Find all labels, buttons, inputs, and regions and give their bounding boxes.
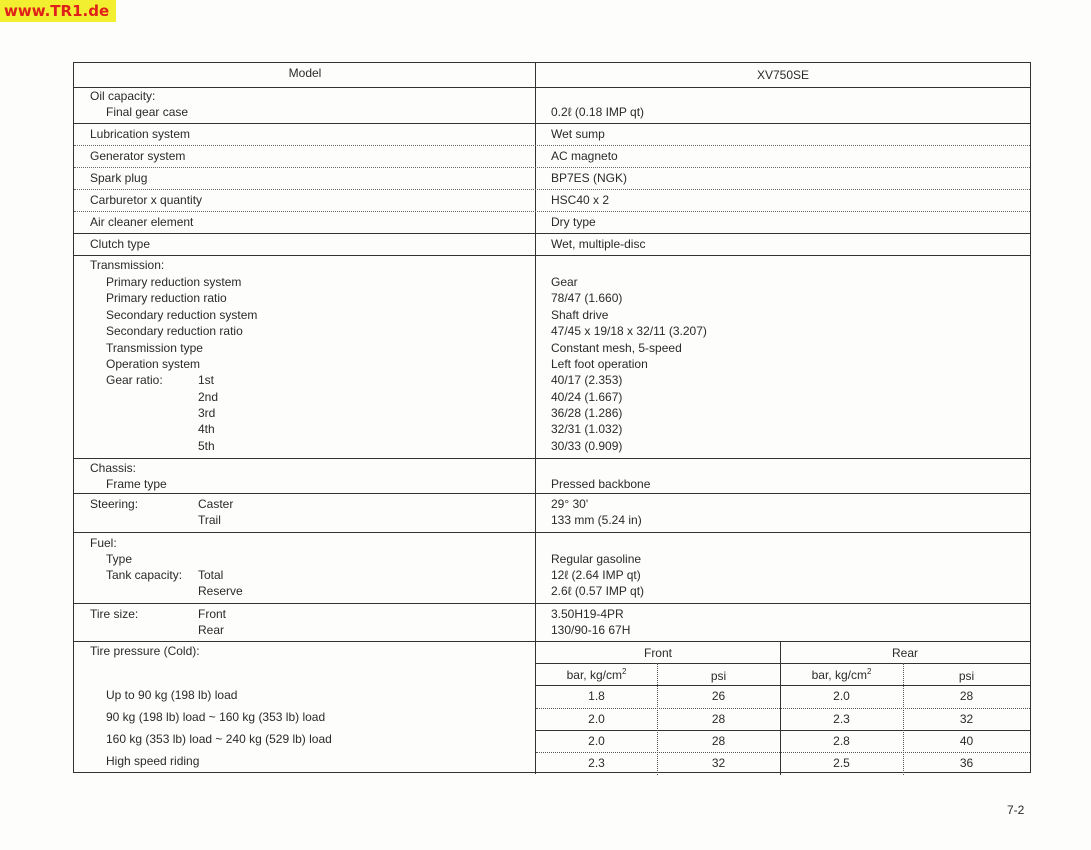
pressure-cell: 2.8	[833, 734, 850, 748]
pressure-cell: 2.3	[588, 756, 605, 770]
tire-rear-value: 130/90-16 67H	[551, 623, 631, 637]
pressure-cell: 26	[711, 689, 726, 703]
tire-pressure-section	[74, 641, 1030, 774]
pressure-cell: 32	[959, 712, 974, 726]
gear-label: 5th	[198, 439, 215, 453]
trail-label: Trail	[198, 513, 221, 527]
tire-front-label: Front	[198, 607, 227, 621]
gear-label: 3rd	[198, 406, 216, 420]
transmission-item-label: Secondary reduction system	[106, 308, 258, 322]
gear-label: 1st	[198, 373, 215, 387]
pressure-cell: 28	[711, 734, 726, 748]
spec-value: AC magneto	[551, 149, 618, 163]
fuel-type-label: Type	[106, 552, 133, 566]
pressure-cell: 40	[959, 734, 974, 748]
spec-row	[74, 123, 1030, 145]
spec-value: Dry type	[551, 215, 596, 229]
gear-label: 2nd	[198, 390, 219, 404]
pressure-cell: 2.0	[588, 712, 605, 726]
gear-value: 40/17 (2.353)	[551, 373, 623, 387]
tire-size-row	[74, 603, 1030, 641]
unit-psi-front: psi	[710, 669, 727, 683]
transmission-item-label: Primary reduction system	[106, 275, 242, 289]
spec-row	[74, 167, 1030, 189]
tire-rear-label: Rear	[198, 623, 225, 637]
fuel-type-value: Regular gasoline	[551, 552, 642, 566]
trail-value: 133 mm (5.24 in)	[551, 513, 642, 527]
spec-row	[74, 189, 1030, 211]
oil-sub-label: Final gear case	[106, 105, 189, 119]
transmission-item-value: Constant mesh, 5-speed	[551, 341, 682, 355]
spec-label: Clutch type	[90, 237, 151, 251]
unit-bar-text: bar, kg/cm	[811, 668, 867, 682]
transmission-item-label: Secondary reduction ratio	[106, 324, 243, 338]
unit-bar-rear	[780, 668, 903, 682]
fuel-row	[74, 532, 1030, 603]
spec-label: Spark plug	[90, 171, 148, 185]
unit-psi-rear: psi	[958, 669, 975, 683]
pressure-front-header: Front	[643, 646, 672, 660]
fuel-total-value: 12ℓ (2.64 IMP qt)	[551, 568, 641, 582]
gear-value: 32/31 (1.032)	[551, 422, 623, 436]
pressure-cell: 32	[711, 756, 726, 770]
pressure-row-label: High speed riding	[106, 754, 200, 768]
gear-value: 36/28 (1.286)	[551, 406, 623, 420]
pressure-cell: 2.0	[833, 689, 850, 703]
transmission-item-value: 47/45 x 19/18 x 32/11 (3.207)	[551, 324, 707, 338]
caster-label: Caster	[198, 497, 234, 511]
pressure-cell: 2.3	[833, 712, 850, 726]
header-row	[74, 63, 1030, 87]
pressure-cell: 2.0	[588, 734, 605, 748]
spec-row	[74, 145, 1030, 167]
oil-value: 0.2ℓ (0.18 IMP qt)	[551, 105, 645, 119]
pressure-cell: 28	[959, 689, 974, 703]
unit-bar-front	[536, 668, 657, 682]
transmission-item-label: Transmission type	[106, 341, 203, 355]
pressure-cell: 36	[959, 756, 974, 770]
tire-pressure-label: Tire pressure (Cold):	[90, 644, 200, 658]
spec-row	[74, 233, 1030, 255]
oil-label: Oil capacity:	[90, 89, 156, 103]
pressure-grid	[536, 642, 1030, 774]
unit-sup: 2	[866, 667, 872, 676]
transmission-item-label: Primary reduction ratio	[106, 291, 227, 305]
gear-value: 30/33 (0.909)	[551, 439, 623, 453]
pressure-cell: 2.5	[833, 756, 850, 770]
model-label: Model	[288, 66, 322, 80]
chassis-value: Pressed backbone	[551, 477, 651, 491]
transmission-item-value: Left foot operation	[551, 357, 648, 371]
fuel-label: Fuel:	[90, 536, 117, 550]
spec-row	[74, 211, 1030, 233]
transmission-label: Transmission:	[90, 258, 165, 272]
steering-label: Steering:	[90, 497, 139, 511]
pressure-rear-header: Rear	[891, 646, 918, 660]
tire-size-label: Tire size:	[90, 607, 139, 621]
transmission-row	[74, 255, 1030, 458]
pressure-cell: 1.8	[588, 689, 605, 703]
chassis-sub-label: Frame type	[106, 477, 167, 491]
spec-label: Lubrication system	[90, 127, 191, 141]
spec-table	[73, 62, 1031, 773]
transmission-item-label: Operation system	[106, 357, 201, 371]
fuel-reserve-label: Reserve	[198, 584, 243, 598]
tank-capacity-label: Tank capacity:	[106, 568, 183, 582]
pressure-row-label: 160 kg (353 lb) load ~ 240 kg (529 lb) load	[106, 732, 332, 746]
oil-capacity-row	[74, 87, 1030, 123]
model-value: XV750SE	[756, 68, 810, 82]
unit-bar-text: bar, kg/cm	[566, 668, 622, 682]
caster-value: 29° 30'	[551, 497, 589, 511]
fuel-total-label: Total	[198, 568, 224, 582]
unit-sup: 2	[621, 667, 627, 676]
spec-value: Wet sump	[551, 127, 605, 141]
spec-label: Generator system	[90, 149, 186, 163]
transmission-item-value: 78/47 (1.660)	[551, 291, 623, 305]
chassis-row	[74, 458, 1030, 493]
spec-label: Air cleaner element	[90, 215, 194, 229]
page-number: 7-2	[1007, 803, 1025, 817]
spec-value: Wet, multiple-disc	[551, 237, 646, 251]
pressure-cell: 28	[711, 712, 726, 726]
spec-label: Carburetor x quantity	[90, 193, 203, 207]
chassis-label: Chassis:	[90, 461, 137, 475]
steering-row	[74, 493, 1030, 532]
gear-ratio-label: Gear ratio:	[106, 373, 163, 387]
gear-label: 4th	[198, 422, 215, 436]
spec-value: HSC40 x 2	[551, 193, 610, 207]
gear-value: 40/24 (1.667)	[551, 390, 623, 404]
pressure-row-label: 90 kg (198 lb) load ~ 160 kg (353 lb) load	[106, 710, 326, 724]
pressure-row-label: Up to 90 kg (198 lb) load	[106, 688, 238, 702]
spec-value: BP7ES (NGK)	[551, 171, 628, 185]
fuel-reserve-value: 2.6ℓ (0.57 IMP qt)	[551, 584, 645, 598]
transmission-item-value: Gear	[551, 275, 578, 289]
tire-front-value: 3.50H19-4PR	[551, 607, 624, 621]
watermark: www.TR1.de	[0, 0, 116, 22]
transmission-item-value: Shaft drive	[551, 308, 609, 322]
